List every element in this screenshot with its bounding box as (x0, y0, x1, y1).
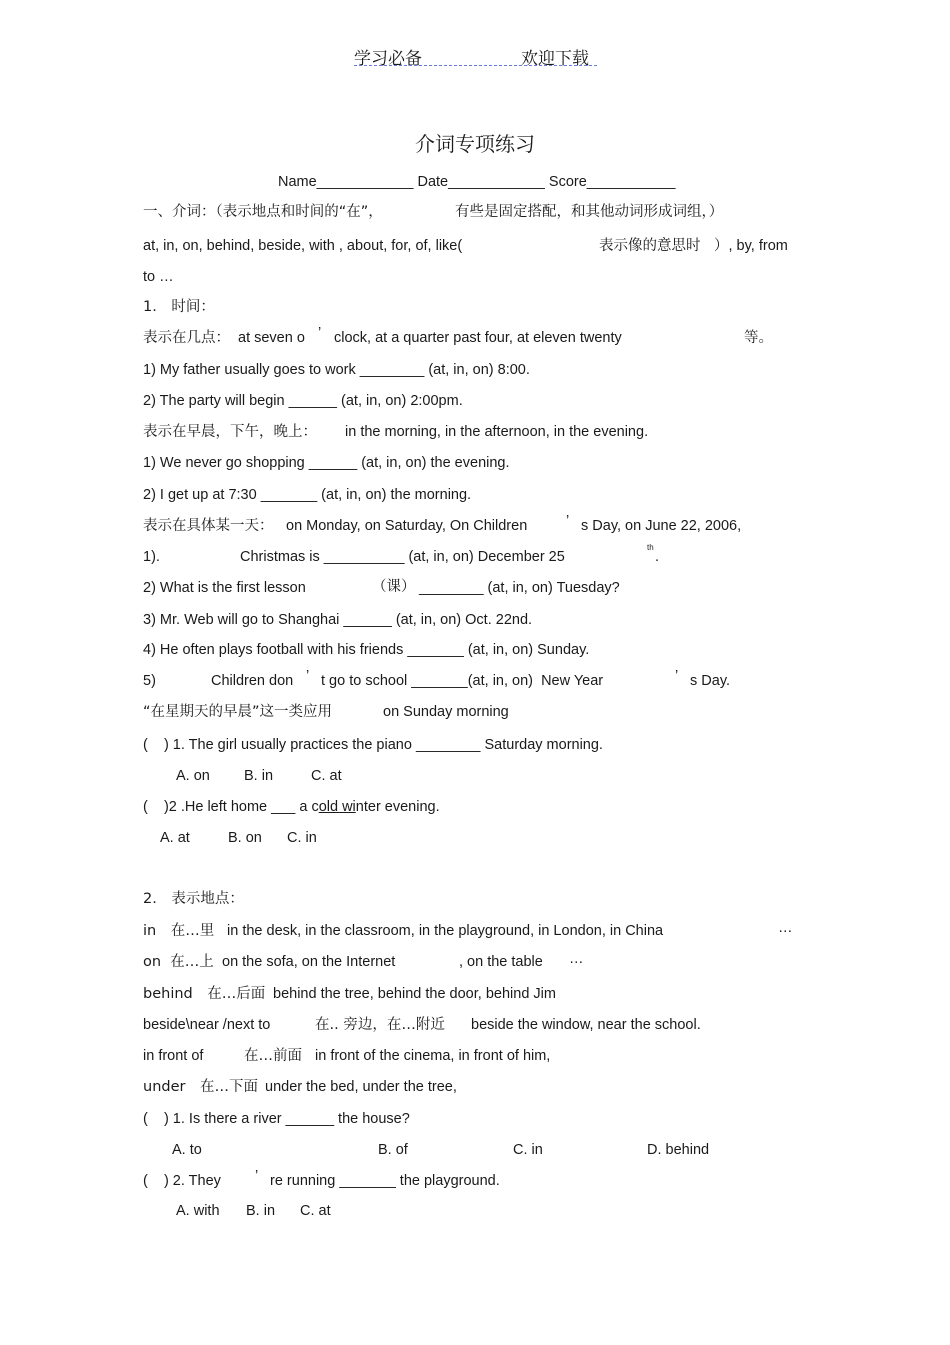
sec1-d5-apos2: ’ (675, 668, 679, 684)
sec1-mc1-option-b: B. in (244, 768, 274, 784)
sec1-point-cn: 表示在几点： (143, 330, 230, 346)
sec1-day-apos: ’ (566, 513, 570, 529)
sec2-in-examples: in the desk, in the classroom, in the playground, in London, in China (227, 923, 664, 939)
sec1-point-end: 等。 (744, 330, 773, 346)
sec2-mc1-option-d: D. behind (647, 1142, 710, 1158)
sec2-mc2-q2: re running _______ the playground. (270, 1173, 500, 1189)
sec1-d5-apos: ’ (306, 668, 310, 684)
sec1-day-en2: s Day, on June 22, 2006, (581, 518, 742, 534)
sec1-mc2-option-c: C. in (287, 830, 317, 846)
sec1-d1-text: Christmas is __________ (at, in, on) December 25 (240, 549, 565, 565)
sec1-mc2-q-part1: ( )2 .He left home ___ a c (143, 799, 319, 815)
sec2-behind-label: behind 在…后面 (143, 986, 266, 1002)
intro-line2a: at, in, on, behind, beside, with , about, for, of, like( (143, 238, 463, 254)
sec1-d2a: 2) What is the first lesson (143, 580, 306, 596)
sec2-on-examples2: , on the table (459, 954, 543, 970)
sec2-mc2-q1: ( ) 2. They (143, 1173, 221, 1189)
page-header (0, 40, 950, 70)
sec1-mc2-option-a: A. at (160, 830, 190, 846)
sec1-mc1-question: ( ) 1. The girl usually practices the piano ________ Saturday morning. (143, 737, 603, 753)
sec1-d2b: （课） (372, 579, 416, 595)
sec1-day-cn: 表示在具体某一天： (143, 518, 274, 534)
intro-line1b: 有些是固定搭配，和其他动词形成词组，） (455, 204, 724, 220)
sec2-mc1-option-a: A. to (172, 1142, 202, 1158)
header-dashed-line (354, 65, 597, 66)
sec1-mc2-q-underlined: old wi (318, 799, 356, 815)
intro-line2c: ）, by, from (714, 238, 788, 254)
sec1-sun-cn: “在星期天的早晨”这一类应用 (143, 704, 333, 720)
sec1-point-apos: ’ (318, 325, 322, 341)
sec2-under-examples: under the bed, under the tree, (265, 1079, 457, 1095)
intro-line2b: 表示像的意思时 (599, 238, 701, 254)
sec1-mc1-option-c: C. at (311, 768, 342, 784)
sec2-mc1-option-b: B. of (378, 1142, 408, 1158)
sec1-day-en: on Monday, on Saturday, On Children (286, 518, 528, 534)
sec2-mc2-option-b: B. in (246, 1203, 276, 1219)
sec2-in-ellipsis: … (778, 920, 793, 936)
sec1-d5b: t go to school _______(at, in, on) New Year (321, 673, 604, 689)
sec1-q3: 1) We never go shopping ______ (at, in, on) the evening. (143, 455, 510, 471)
header-left-text: 学习必备 (354, 49, 422, 69)
sec2-front-label: in front of (143, 1048, 204, 1064)
sec1-mc2-question (143, 798, 440, 816)
sec1-point-en: at seven o (238, 330, 305, 346)
sec2-mc1-option-c: C. in (513, 1142, 543, 1158)
sec1-part-en: in the morning, in the afternoon, in the evening. (345, 424, 649, 440)
sec2-under-label: under 在…下面 (143, 1079, 258, 1095)
intro-line1a: 一、介词：（表示地点和时间的“在”， (143, 204, 383, 220)
sec1-mc1-option-a: A. on (176, 768, 210, 784)
sec1-d5a: Children don (211, 673, 294, 689)
sec1-mc2-option-b: B. on (228, 830, 262, 846)
sec1-d2c: ________ (at, in, on) Tuesday? (419, 580, 620, 596)
sec2-front-meaning: 在…前面 (244, 1048, 302, 1064)
intro-line3: to … (143, 269, 174, 285)
sec1-part-cn: 表示在早晨，下午，晚上： (143, 424, 317, 440)
sec1-d5c: s Day. (690, 673, 731, 689)
sec1-q4: 2) I get up at 7:30 _______ (at, in, on) the morning. (143, 487, 472, 503)
header-right-text: 欢迎下载 (521, 49, 589, 69)
sec2-on-examples: on the sofa, on the Internet (222, 954, 396, 970)
sec1-d1-end: . (655, 549, 660, 565)
sec1-d1-num: 1). (143, 549, 160, 565)
sec1-d5-num: 5) (143, 673, 156, 689)
sec2-mc2-option-a: A. with (176, 1203, 220, 1219)
sec2-mc2-apos: ’ (255, 1168, 259, 1184)
sec2-mc1-question: ( ) 1. Is there a river ______ the house? (143, 1111, 410, 1127)
sec1-heading: 1. 时间： (143, 299, 215, 315)
sec1-mc2-q-part3: nter evening. (355, 799, 440, 815)
sec2-heading: 2. 表示地点： (143, 891, 244, 907)
page-title: 介词专项练习 (415, 132, 535, 156)
sec1-point-en2: clock, at a quarter past four, at eleven twenty (334, 330, 622, 346)
sec1-sun-en: on Sunday morning (383, 704, 509, 720)
sec2-behind-examples: behind the tree, behind the door, behind Jim (273, 986, 556, 1002)
sec2-on-label: on 在…上 (143, 954, 214, 970)
sec1-d4: 4) He often plays football with his friends _______ (at, in, on) Sunday. (143, 642, 590, 658)
sec1-d1-sup: th (647, 543, 654, 552)
sec2-beside-meaning: 在.. 旁边，在…附近 (315, 1017, 445, 1033)
sec1-q2: 2) The party will begin ______ (at, in, on) 2:00pm. (143, 393, 463, 409)
sec1-q1: 1) My father usually goes to work ________ (at, in, on) 8:00. (143, 362, 530, 378)
sec2-mc2-option-c: C. at (300, 1203, 331, 1219)
sec2-beside-label: beside\near /next to (143, 1017, 271, 1033)
sec2-on-ellipsis: … (569, 951, 584, 967)
info-line: Name____________ Date____________ Score___________ (278, 174, 676, 190)
sec2-beside-examples: beside the window, near the school. (471, 1017, 701, 1033)
sec2-in-label: in 在…里 (143, 923, 215, 939)
sec2-front-examples: in front of the cinema, in front of him, (315, 1048, 551, 1064)
sec1-d3: 3) Mr. Web will go to Shanghai ______ (at, in, on) Oct. 22nd. (143, 612, 533, 628)
